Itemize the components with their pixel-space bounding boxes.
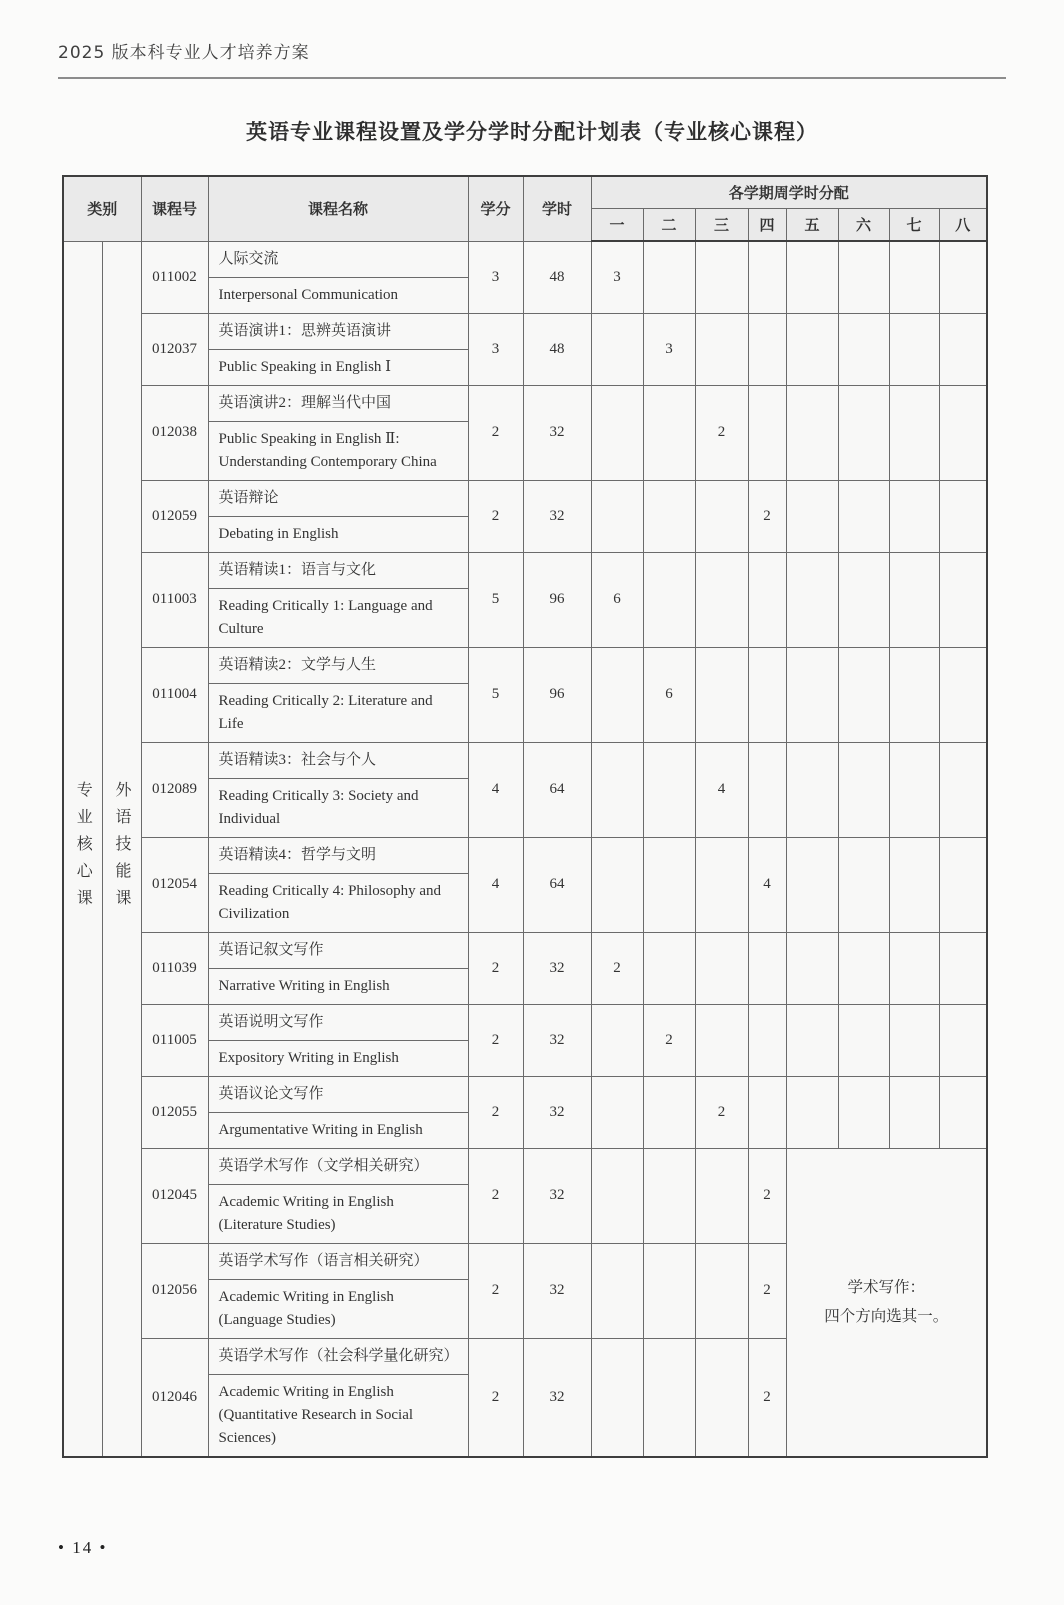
hours-cell: 32 <box>523 480 591 552</box>
col-header-hours: 学时 <box>523 176 591 241</box>
col-header-semester-6: 六 <box>838 209 889 242</box>
category-label-1: 专业核心课 <box>63 241 102 1457</box>
course-name-en: Academic Writing in English (Language Studies) <box>208 1279 468 1338</box>
course-name-en: Public Speaking in English Ⅰ <box>208 349 468 385</box>
semester-6-cell <box>838 932 889 1004</box>
semester-3-cell <box>695 647 748 742</box>
semester-4-cell: 2 <box>748 1338 786 1457</box>
semester-6-cell <box>838 837 889 932</box>
semester-6-cell <box>838 552 889 647</box>
semester-7-cell <box>889 313 939 385</box>
semester-8-cell <box>939 385 987 480</box>
course-table <box>62 175 988 1458</box>
semester-1-cell <box>591 385 643 480</box>
semester-1-cell: 6 <box>591 552 643 647</box>
hours-cell: 32 <box>523 385 591 480</box>
semester-7-cell <box>889 1076 939 1148</box>
credits-cell: 2 <box>468 480 523 552</box>
semester-7-cell <box>889 1004 939 1076</box>
hours-cell: 32 <box>523 1243 591 1338</box>
semester-6-cell <box>838 1004 889 1076</box>
course-name-zh: 英语学术写作（语言相关研究） <box>208 1243 468 1279</box>
col-header-semester-group: 各学期周学时分配 <box>591 176 987 209</box>
semester-7-cell <box>889 480 939 552</box>
hours-cell: 32 <box>523 1004 591 1076</box>
course-row-012045 <box>63 1148 987 1184</box>
col-header-semester-3: 三 <box>695 209 748 242</box>
course-id-cell: 012046 <box>141 1338 208 1457</box>
semester-4-cell <box>748 552 786 647</box>
course-id-cell: 012055 <box>141 1076 208 1148</box>
course-row-011002 <box>63 241 987 277</box>
semester-4-cell: 2 <box>748 1148 786 1243</box>
course-name-zh: 英语学术写作（社会科学量化研究） <box>208 1338 468 1374</box>
semester-5-cell <box>786 647 838 742</box>
semester-4-cell <box>748 241 786 313</box>
credits-cell: 2 <box>468 1076 523 1148</box>
hours-cell: 64 <box>523 837 591 932</box>
course-name-zh: 英语精读1：语言与文化 <box>208 552 468 588</box>
header-rule <box>58 77 1006 79</box>
col-header-semester-8: 八 <box>939 209 987 242</box>
semester-8-cell <box>939 1004 987 1076</box>
course-id-cell: 012045 <box>141 1148 208 1243</box>
semester-1-cell: 2 <box>591 932 643 1004</box>
course-row-011003 <box>63 552 987 588</box>
semester-4-cell <box>748 385 786 480</box>
hours-cell: 96 <box>523 552 591 647</box>
semester-3-cell <box>695 1338 748 1457</box>
semester-8-cell <box>939 742 987 837</box>
semester-8-cell <box>939 1076 987 1148</box>
credits-cell: 5 <box>468 647 523 742</box>
hours-cell: 48 <box>523 313 591 385</box>
semester-1-cell <box>591 837 643 932</box>
semester-4-cell <box>748 1076 786 1148</box>
note-line: 学术写作： <box>847 1279 926 1296</box>
semester-7-cell <box>889 932 939 1004</box>
course-name-zh: 英语演讲2：理解当代中国 <box>208 385 468 421</box>
semester-2-cell <box>643 1338 695 1457</box>
category-label-2: 外语技能课 <box>102 241 141 1457</box>
col-header-category: 类别 <box>63 176 141 241</box>
page-title: 英语专业课程设置及学分学时分配计划表（专业核心课程） <box>246 120 818 144</box>
semester-1-cell <box>591 647 643 742</box>
course-name-en: Reading Critically 1: Language and Culture <box>208 588 468 647</box>
course-id-cell: 011004 <box>141 647 208 742</box>
col-header-course-no: 课程号 <box>141 176 208 241</box>
course-name-zh: 英语精读3：社会与个人 <box>208 742 468 778</box>
course-row-012059 <box>63 480 987 516</box>
course-name-en: Expository Writing in English <box>208 1040 468 1076</box>
semester-6-cell <box>838 647 889 742</box>
semester-2-cell: 3 <box>643 313 695 385</box>
semester-6-cell <box>838 241 889 313</box>
semester-1-cell <box>591 1243 643 1338</box>
semester-2-cell <box>643 932 695 1004</box>
semester-2-cell <box>643 480 695 552</box>
semester-2-cell <box>643 742 695 837</box>
semester-2-cell <box>643 241 695 313</box>
credits-cell: 4 <box>468 742 523 837</box>
semester-2-cell <box>643 1148 695 1243</box>
credits-cell: 2 <box>468 385 523 480</box>
course-id-cell: 012037 <box>141 313 208 385</box>
note-line: 四个方向选其一。 <box>824 1308 949 1325</box>
semester-6-cell <box>838 1076 889 1148</box>
semester-5-cell <box>786 837 838 932</box>
semester-2-cell <box>643 837 695 932</box>
hours-cell: 64 <box>523 742 591 837</box>
semester-2-cell <box>643 1243 695 1338</box>
course-row-011004 <box>63 647 987 683</box>
semester-7-cell <box>889 552 939 647</box>
semester-8-cell <box>939 647 987 742</box>
semester-7-cell <box>889 837 939 932</box>
semester-4-cell <box>748 932 786 1004</box>
course-name-zh: 英语辩论 <box>208 480 468 516</box>
course-row-012054 <box>63 837 987 873</box>
credits-cell: 2 <box>468 1338 523 1457</box>
semester-4-cell: 2 <box>748 480 786 552</box>
course-id-cell: 012056 <box>141 1243 208 1338</box>
semester-1-cell: 3 <box>591 241 643 313</box>
semester-2-cell: 2 <box>643 1004 695 1076</box>
semester-3-cell <box>695 932 748 1004</box>
course-name-en: Academic Writing in English (Literature Studies) <box>208 1184 468 1243</box>
course-row-012055 <box>63 1076 987 1112</box>
semester-3-cell <box>695 1243 748 1338</box>
course-id-cell: 011005 <box>141 1004 208 1076</box>
semester-7-cell <box>889 385 939 480</box>
semester-1-cell <box>591 742 643 837</box>
course-name-en: Debating in English <box>208 516 468 552</box>
semester-2-cell <box>643 552 695 647</box>
semester-3-cell <box>695 313 748 385</box>
col-header-course-name: 课程名称 <box>208 176 468 241</box>
course-name-zh: 英语议论文写作 <box>208 1076 468 1112</box>
semester-1-cell <box>591 313 643 385</box>
course-id-cell: 012089 <box>141 742 208 837</box>
semester-1-cell <box>591 1148 643 1243</box>
credits-cell: 2 <box>468 1243 523 1338</box>
course-name-zh: 英语精读4：哲学与文明 <box>208 837 468 873</box>
semester-3-cell <box>695 552 748 647</box>
course-row-012038 <box>63 385 987 421</box>
semester-4-cell: 2 <box>748 1243 786 1338</box>
course-name-zh: 英语演讲1：思辨英语演讲 <box>208 313 468 349</box>
course-id-cell: 011002 <box>141 241 208 313</box>
semester-6-cell <box>838 385 889 480</box>
semester-1-cell <box>591 1338 643 1457</box>
semester-5-cell <box>786 385 838 480</box>
page-number: • 14 • <box>58 1538 108 1557</box>
semester-8-cell <box>939 480 987 552</box>
hours-cell: 32 <box>523 1338 591 1457</box>
course-name-en: Reading Critically 3: Society and Individual <box>208 778 468 837</box>
semester-4-cell <box>748 647 786 742</box>
course-name-en: Argumentative Writing in English <box>208 1112 468 1148</box>
semester-3-cell: 2 <box>695 385 748 480</box>
semester-8-cell <box>939 313 987 385</box>
semester-5-cell <box>786 241 838 313</box>
course-row-011005 <box>63 1004 987 1040</box>
semester-6-cell <box>838 480 889 552</box>
hours-cell: 32 <box>523 1148 591 1243</box>
course-name-zh: 人际交流 <box>208 241 468 277</box>
course-name-en: Public Speaking in English Ⅱ: Understanding Contemporary China <box>208 421 468 480</box>
course-name-en: Reading Critically 2: Literature and Life <box>208 683 468 742</box>
semester-6-cell <box>838 313 889 385</box>
semester-8-cell <box>939 241 987 313</box>
course-id-cell: 011003 <box>141 552 208 647</box>
semester-3-cell: 2 <box>695 1076 748 1148</box>
course-name-en: Narrative Writing in English <box>208 968 468 1004</box>
credits-cell: 2 <box>468 1004 523 1076</box>
semester-7-cell <box>889 647 939 742</box>
semester-5-cell <box>786 552 838 647</box>
semester-2-cell <box>643 385 695 480</box>
semester-7-cell <box>889 742 939 837</box>
course-name-en: Reading Critically 4: Philosophy and Civilization <box>208 873 468 932</box>
semester-4-cell <box>748 313 786 385</box>
semester-3-cell <box>695 1148 748 1243</box>
course-name-zh: 英语记叙文写作 <box>208 932 468 968</box>
semester-1-cell <box>591 1076 643 1148</box>
semester-5-cell <box>786 932 838 1004</box>
course-name-en: Academic Writing in English (Quantitative Research in Social Sciences) <box>208 1374 468 1457</box>
academic-writing-note-cell <box>786 1148 987 1457</box>
credits-cell: 2 <box>468 1148 523 1243</box>
course-name-zh: 英语说明文写作 <box>208 1004 468 1040</box>
course-id-cell: 012059 <box>141 480 208 552</box>
semester-5-cell <box>786 1076 838 1148</box>
semester-8-cell <box>939 932 987 1004</box>
semester-5-cell <box>786 480 838 552</box>
semester-8-cell <box>939 552 987 647</box>
col-header-semester-4: 四 <box>748 209 786 242</box>
course-row-011039 <box>63 932 987 968</box>
semester-4-cell: 4 <box>748 837 786 932</box>
semester-3-cell <box>695 837 748 932</box>
semester-2-cell: 6 <box>643 647 695 742</box>
semester-6-cell <box>838 742 889 837</box>
credits-cell: 5 <box>468 552 523 647</box>
header-row-main <box>63 176 987 209</box>
col-header-semester-2: 二 <box>643 209 695 242</box>
course-table-container <box>62 175 988 1458</box>
col-header-semester-7: 七 <box>889 209 939 242</box>
course-name-en: Interpersonal Communication <box>208 277 468 313</box>
semester-8-cell <box>939 837 987 932</box>
semester-4-cell <box>748 742 786 837</box>
semester-3-cell <box>695 480 748 552</box>
hours-cell: 48 <box>523 241 591 313</box>
course-row-012089 <box>63 742 987 778</box>
semester-3-cell: 4 <box>695 742 748 837</box>
semester-1-cell <box>591 1004 643 1076</box>
credits-cell: 3 <box>468 313 523 385</box>
hours-cell: 96 <box>523 647 591 742</box>
credits-cell: 4 <box>468 837 523 932</box>
course-row-012037 <box>63 313 987 349</box>
semester-3-cell <box>695 241 748 313</box>
semester-4-cell <box>748 1004 786 1076</box>
semester-5-cell <box>786 313 838 385</box>
col-header-credits: 学分 <box>468 176 523 241</box>
hours-cell: 32 <box>523 1076 591 1148</box>
col-header-semester-5: 五 <box>786 209 838 242</box>
course-name-zh: 英语学术写作（文学相关研究） <box>208 1148 468 1184</box>
semester-2-cell <box>643 1076 695 1148</box>
semester-5-cell <box>786 1004 838 1076</box>
course-id-cell: 012038 <box>141 385 208 480</box>
hours-cell: 32 <box>523 932 591 1004</box>
course-name-zh: 英语精读2：文学与人生 <box>208 647 468 683</box>
running-head: 2025 版本科专业人才培养方案 <box>58 43 310 63</box>
credits-cell: 3 <box>468 241 523 313</box>
semester-7-cell <box>889 241 939 313</box>
col-header-semester-1: 一 <box>591 209 643 242</box>
course-id-cell: 011039 <box>141 932 208 1004</box>
semester-1-cell <box>591 480 643 552</box>
semester-5-cell <box>786 742 838 837</box>
semester-3-cell <box>695 1004 748 1076</box>
course-id-cell: 012054 <box>141 837 208 932</box>
credits-cell: 2 <box>468 932 523 1004</box>
